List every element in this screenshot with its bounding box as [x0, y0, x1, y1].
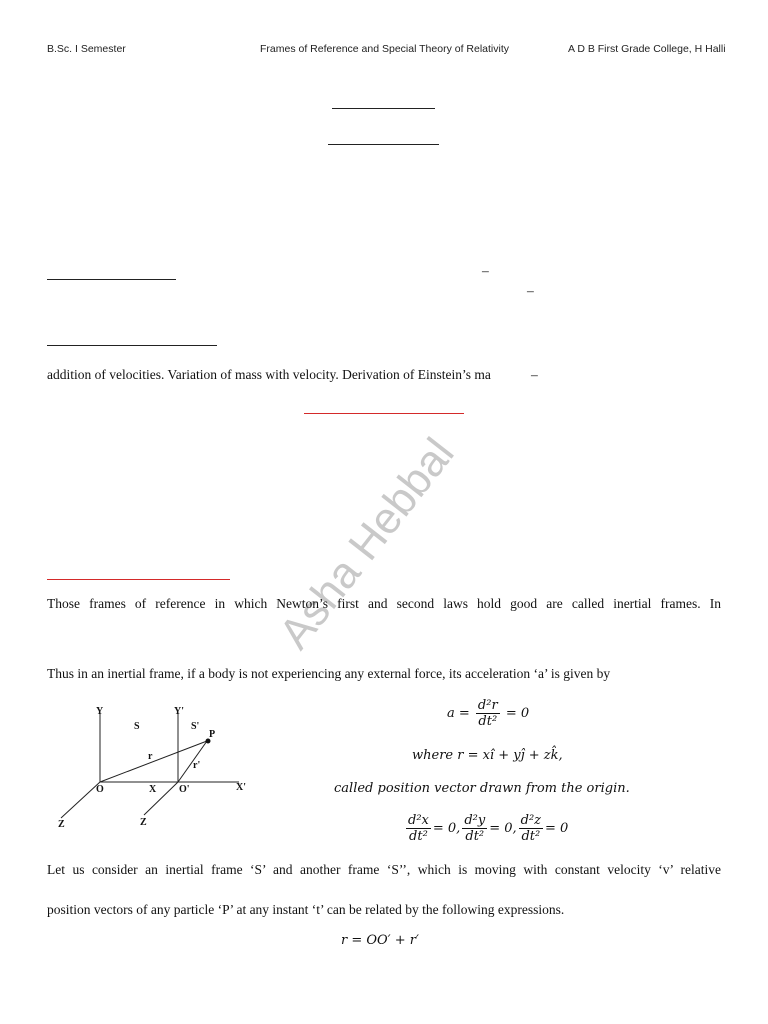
- equation-components: [404, 813, 568, 844]
- z-axis: [61, 782, 100, 818]
- label-x-prime: X': [236, 782, 246, 793]
- section-underline-2: [47, 345, 217, 346]
- dash-3: –: [531, 367, 538, 382]
- eq4-sep-2: = 0,: [489, 821, 517, 836]
- paragraph-inertial-definition: Those frames of reference in which Newton’s first and second laws hold good are called inertial frames. In: [47, 596, 721, 611]
- eq1-lhs: a =: [447, 706, 470, 721]
- label-x: X: [149, 784, 157, 795]
- equation-relation: r = OO′ + r′: [341, 933, 419, 948]
- eq4-end: = 0: [545, 821, 569, 836]
- eq1-denominator: dt²: [478, 714, 498, 729]
- header-left: B.Sc. I Semester: [47, 43, 126, 55]
- label-s: S: [134, 721, 140, 732]
- paragraph-acceleration: Thus in an inertial frame, if a body is not experiencing any external force, its acceleration ‘a’ is given by: [47, 666, 611, 681]
- eq4-num-z: d²z: [520, 813, 542, 828]
- label-s-prime: S': [191, 721, 200, 732]
- label-y: Y: [96, 706, 104, 717]
- equation-acceleration: [447, 698, 529, 729]
- label-z-prime: Z: [140, 817, 147, 828]
- label-o-prime: O': [179, 784, 190, 795]
- dash-1: –: [482, 263, 489, 278]
- title-underline-2: [328, 144, 439, 145]
- label-r: r: [148, 751, 153, 762]
- eq4-num-y: d²y: [464, 813, 486, 828]
- paragraph-position-vectors: position vectors of any particle ‘P’ at any instant ‘t’ can be related by the following expressions.: [47, 902, 565, 917]
- reference-frames-diagram: [50, 700, 260, 832]
- syllabus-line: addition of velocities. Variation of mass with velocity. Derivation of Einstein’s ma: [47, 367, 491, 382]
- equation-position-vector: where r = xî + yĵ + zk̂,: [412, 748, 563, 763]
- eq4-sep-1: = 0,: [432, 821, 461, 836]
- label-p: P: [209, 729, 216, 740]
- eq4-den-x: dt²: [409, 829, 428, 844]
- eq4-den-y: dt²: [465, 829, 485, 844]
- watermark: Asha Hebbal: [269, 429, 464, 658]
- label-y-prime: Y': [174, 706, 184, 717]
- inertial-frames-heading-underline: [47, 579, 230, 580]
- header-right: A D B First Grade College, H Halli: [568, 43, 726, 55]
- title-underline-1: [332, 108, 435, 109]
- eq4-den-z: dt²: [521, 829, 541, 844]
- label-o: O: [96, 784, 104, 795]
- eq4-num-x: d²x: [408, 813, 429, 828]
- eq1-numerator: d²r: [477, 698, 498, 713]
- paragraph-moving-frame: Let us consider an inertial frame ‘S’ and another frame ‘S’’, which is moving with constant velocity ‘v’ relative: [47, 862, 721, 877]
- section-underline-1: [47, 279, 176, 280]
- equation-caption: called position vector drawn from the origin.: [334, 781, 630, 796]
- position-vector-r: [100, 741, 207, 782]
- dash-2: –: [527, 283, 534, 298]
- eq1-rhs: = 0: [505, 706, 530, 721]
- label-z: Z: [58, 819, 65, 830]
- label-r-prime: r': [193, 760, 201, 771]
- header-center: Frames of Reference and Special Theory of Relativity: [260, 43, 510, 55]
